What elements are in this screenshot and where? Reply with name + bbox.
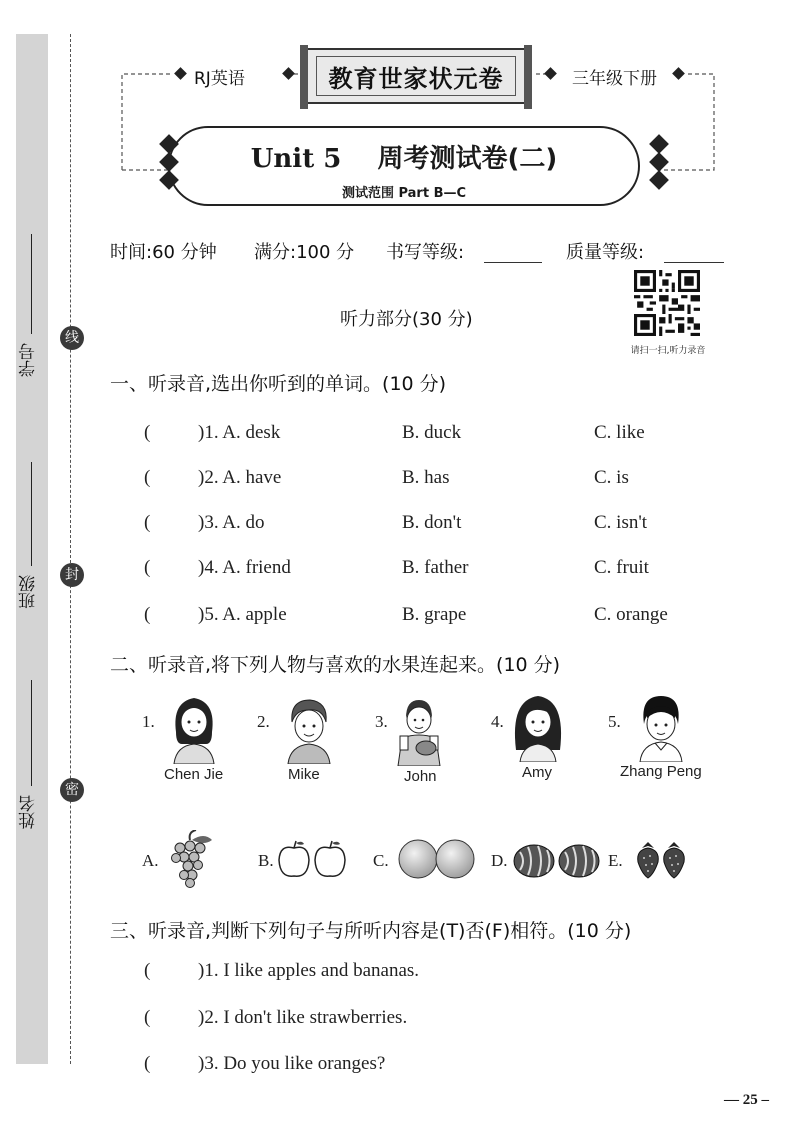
person-name: Amy	[522, 764, 552, 781]
seal-line-mark: 线	[60, 326, 84, 350]
answer-paren[interactable]: (	[144, 960, 151, 981]
fruit-label: C.	[373, 851, 389, 870]
answer-paren[interactable]: (	[144, 422, 151, 443]
option-c: C. like	[594, 422, 645, 443]
test-scope: 测试范围 Part B—C	[341, 186, 467, 201]
question-number-text: )5.	[198, 604, 219, 625]
fruit-label: A.	[142, 851, 159, 870]
option-b: B. grape	[402, 604, 467, 625]
class-label: 班级	[19, 575, 39, 609]
option-b: B. don't	[402, 512, 462, 533]
fruit-label: D.	[491, 851, 508, 870]
name-line	[31, 680, 32, 786]
answer-paren[interactable]: (	[144, 604, 151, 625]
quality-grade-label: 质量等级:	[566, 242, 645, 263]
answer-paren[interactable]: (	[144, 557, 151, 578]
student-id-label: 学号	[19, 343, 39, 377]
answer-paren[interactable]: (	[144, 1053, 151, 1074]
question-number-text: )4.	[198, 557, 219, 578]
question-number	[198, 422, 280, 444]
banner-scroll	[304, 48, 528, 104]
person-number: 3.	[375, 712, 388, 731]
cut-line	[70, 34, 71, 1064]
option-a: A. friend	[222, 557, 291, 578]
option-b: B. father	[402, 557, 469, 578]
part3-title: 三、听录音,判断下列句子与所听内容是(T)否(F)相符。(10 分)	[110, 920, 632, 942]
option-b: B. has	[402, 467, 450, 488]
part2-title: 二、听录音,将下列人物与喜欢的水果连起来。(10 分)	[110, 654, 561, 676]
boy-portrait-icon	[282, 694, 334, 764]
apples-icon	[276, 840, 348, 880]
statement-text: )2. I don't like strawberries.	[198, 1007, 408, 1028]
statement-text: )1. I like apples and bananas.	[198, 960, 420, 981]
binding-strip	[16, 34, 48, 1064]
question-number-text: )3.	[198, 512, 219, 533]
question-number	[198, 467, 281, 489]
strawberries-icon	[634, 838, 690, 880]
girl-portrait-icon	[168, 692, 220, 764]
class-line	[31, 462, 32, 566]
listening-section-title: 听力部分(30 分)	[340, 309, 473, 330]
grade-tag: 三年级下册	[572, 69, 657, 89]
person-name: John	[404, 768, 437, 785]
option-c: C. orange	[594, 604, 668, 625]
question-number	[198, 604, 287, 626]
part1-title: 一、听录音,选出你听到的单词。(10 分)	[110, 373, 447, 395]
writing-grade-field[interactable]	[484, 242, 542, 263]
option-a: A. desk	[222, 422, 281, 443]
oranges-icon	[398, 836, 476, 882]
person-number: 1.	[142, 712, 155, 731]
girl-long-hair-icon	[510, 690, 566, 762]
option-c: C. is	[594, 467, 629, 488]
full-score: 满分:100 分	[254, 242, 355, 263]
person-name: Mike	[288, 766, 320, 783]
question-number	[198, 557, 291, 579]
quality-grade-field[interactable]	[664, 242, 724, 263]
seal-seal-mark: 封	[60, 563, 84, 587]
watermelons-icon	[512, 842, 602, 880]
option-c: C. isn't	[594, 512, 648, 533]
qr-caption: 请扫一扫,听力录音	[630, 346, 706, 356]
banner-title: 教育世家状元卷	[316, 56, 516, 96]
scroll-roller-right	[524, 45, 532, 109]
name-label: 姓名	[19, 795, 39, 829]
boy-with-ball-icon	[394, 696, 444, 766]
question-number-text: )2.	[198, 467, 219, 488]
fruit-label: B.	[258, 851, 274, 870]
option-b: B. duck	[402, 422, 462, 443]
student-id-line	[31, 234, 32, 334]
person-number: 2.	[257, 712, 270, 731]
test-title: 周考测试卷(二)	[377, 144, 558, 174]
statement-text: )3. Do you like oranges?	[198, 1053, 386, 1074]
fruit-label: E.	[608, 851, 623, 870]
answer-paren[interactable]: (	[144, 1007, 151, 1028]
boy-short-hair-icon	[634, 692, 688, 762]
person-name: Chen Jie	[164, 766, 224, 783]
answer-paren[interactable]: (	[144, 512, 151, 533]
question-number-text: )1.	[198, 422, 219, 443]
unit-label: Unit 5	[250, 144, 342, 174]
option-a: A. do	[222, 512, 265, 533]
seal-secret-mark: 密	[60, 778, 84, 802]
person-name: Zhang Peng	[620, 763, 702, 780]
answer-paren[interactable]: (	[144, 467, 151, 488]
page-title	[168, 138, 640, 175]
subject-tag: RJ英语	[194, 69, 245, 89]
writing-grade-label: 书写等级:	[386, 242, 465, 263]
question-number	[198, 512, 265, 534]
qr-code-icon[interactable]	[634, 270, 700, 336]
scroll-roller-left	[300, 45, 308, 109]
option-a: A. have	[222, 467, 282, 488]
time-limit: 时间:60 分钟	[110, 242, 217, 263]
person-number: 5.	[608, 712, 621, 731]
page-number: — 25 –	[724, 1092, 769, 1108]
option-a: A. apple	[222, 604, 287, 625]
person-number: 4.	[491, 712, 504, 731]
grapes-icon	[166, 830, 216, 888]
option-c: C. fruit	[594, 557, 649, 578]
